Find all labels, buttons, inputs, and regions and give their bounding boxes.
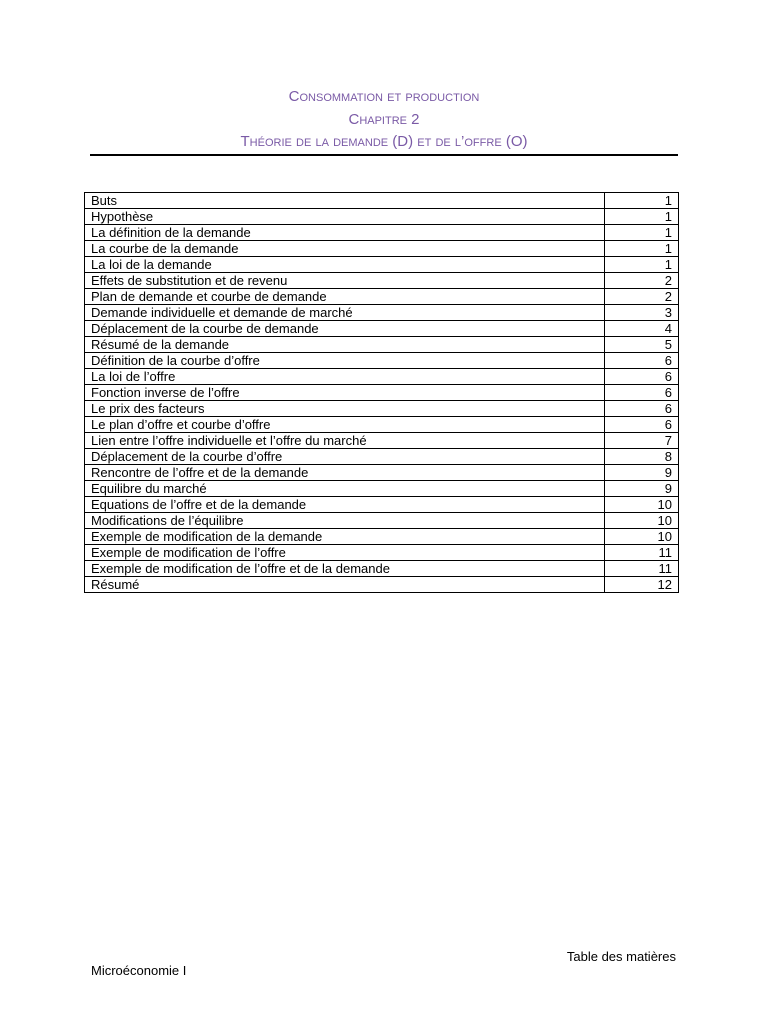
toc-entry-page: 1 [605, 209, 679, 225]
toc-entry-title: La définition de la demande [85, 225, 605, 241]
toc-entry-page: 6 [605, 401, 679, 417]
toc-entry-title: Hypothèse [85, 209, 605, 225]
toc-row [85, 225, 679, 241]
toc-entry-page: 7 [605, 433, 679, 449]
toc-entry-title: La loi de l’offre [85, 369, 605, 385]
toc-entry-title: Equilibre du marché [85, 481, 605, 497]
toc-entry-page: 9 [605, 481, 679, 497]
toc-row [85, 561, 679, 577]
toc-entry-title: Rencontre de l’offre et de la demande [85, 465, 605, 481]
table-of-contents [84, 192, 679, 593]
toc-row [85, 529, 679, 545]
toc-entry-page: 12 [605, 577, 679, 593]
toc-entry-page: 6 [605, 353, 679, 369]
footer-section-label: Table des matières [566, 949, 676, 964]
toc-row [85, 289, 679, 305]
toc-entry-title: Plan de demande et courbe de demande [85, 289, 605, 305]
toc-entry-title: Modifications de l’équilibre [85, 513, 605, 529]
toc-entry-title: La loi de la demande [85, 257, 605, 273]
toc-row [85, 465, 679, 481]
toc-row [85, 545, 679, 561]
toc-entry-page: 6 [605, 369, 679, 385]
toc-row [85, 417, 679, 433]
toc-entry-page: 1 [605, 225, 679, 241]
toc-row [85, 513, 679, 529]
toc-entry-page: 2 [605, 273, 679, 289]
toc-entry-title: Résumé [85, 577, 605, 593]
toc-row [85, 385, 679, 401]
toc-entry-title: Le prix des facteurs [85, 401, 605, 417]
toc-entry-title: La courbe de la demande [85, 241, 605, 257]
footer-course-label: Microéconomie I [91, 963, 187, 978]
toc-entry-page: 4 [605, 321, 679, 337]
toc-row [85, 449, 679, 465]
toc-entry-page: 3 [605, 305, 679, 321]
header-divider [90, 154, 678, 156]
toc-entry-page: 5 [605, 337, 679, 353]
toc-row [85, 273, 679, 289]
document-header [90, 86, 678, 154]
toc-entry-page: 9 [605, 465, 679, 481]
toc-entry-page: 1 [605, 241, 679, 257]
toc-row [85, 577, 679, 593]
toc-entry-title: Equations de l’offre et de la demande [85, 497, 605, 513]
toc-entry-title: Lien entre l’offre individuelle et l’offre du marché [85, 433, 605, 449]
toc-row [85, 321, 679, 337]
toc-row [85, 305, 679, 321]
toc-row [85, 481, 679, 497]
toc-body [85, 193, 679, 593]
toc-row [85, 369, 679, 385]
toc-entry-title: Déplacement de la courbe d’offre [85, 449, 605, 465]
toc-row [85, 209, 679, 225]
toc-entry-title: Exemple de modification de la demande [85, 529, 605, 545]
toc-entry-title: Exemple de modification de l’offre [85, 545, 605, 561]
toc-entry-page: 8 [605, 449, 679, 465]
toc-entry-page: 10 [605, 497, 679, 513]
toc-entry-page: 10 [605, 513, 679, 529]
toc-row [85, 353, 679, 369]
toc-row [85, 497, 679, 513]
toc-entry-page: 6 [605, 385, 679, 401]
toc-entry-page: 6 [605, 417, 679, 433]
course-title: Consommation et production [288, 88, 480, 105]
chapter-title: Chapitre 2 [348, 110, 420, 128]
toc-entry-title: Résumé de la demande [85, 337, 605, 353]
toc-entry-page: 11 [605, 561, 679, 577]
toc-entry-title: Exemple de modification de l’offre et de la demande [85, 561, 605, 577]
toc-entry-title: Demande individuelle et demande de marché [85, 305, 605, 321]
toc-row [85, 241, 679, 257]
toc-entry-title: Le plan d’offre et courbe d’offre [85, 417, 605, 433]
toc-entry-title: Déplacement de la courbe de demande [85, 321, 605, 337]
toc-entry-page: 2 [605, 289, 679, 305]
toc-entry-title: Buts [85, 193, 605, 209]
toc-entry-title: Fonction inverse de l’offre [85, 385, 605, 401]
toc-row [85, 193, 679, 209]
toc-entry-page: 1 [605, 193, 679, 209]
toc-entry-page: 1 [605, 257, 679, 273]
chapter-subtitle: Théorie de la demande (D) et de l’offre (O) [240, 133, 528, 150]
toc-row [85, 401, 679, 417]
toc-row [85, 337, 679, 353]
toc-entry-page: 11 [605, 545, 679, 561]
toc-entry-page: 10 [605, 529, 679, 545]
toc-entry-title: Définition de la courbe d’offre [85, 353, 605, 369]
toc-entry-title: Effets de substitution et de revenu [85, 273, 605, 289]
toc-row [85, 433, 679, 449]
toc-row [85, 257, 679, 273]
